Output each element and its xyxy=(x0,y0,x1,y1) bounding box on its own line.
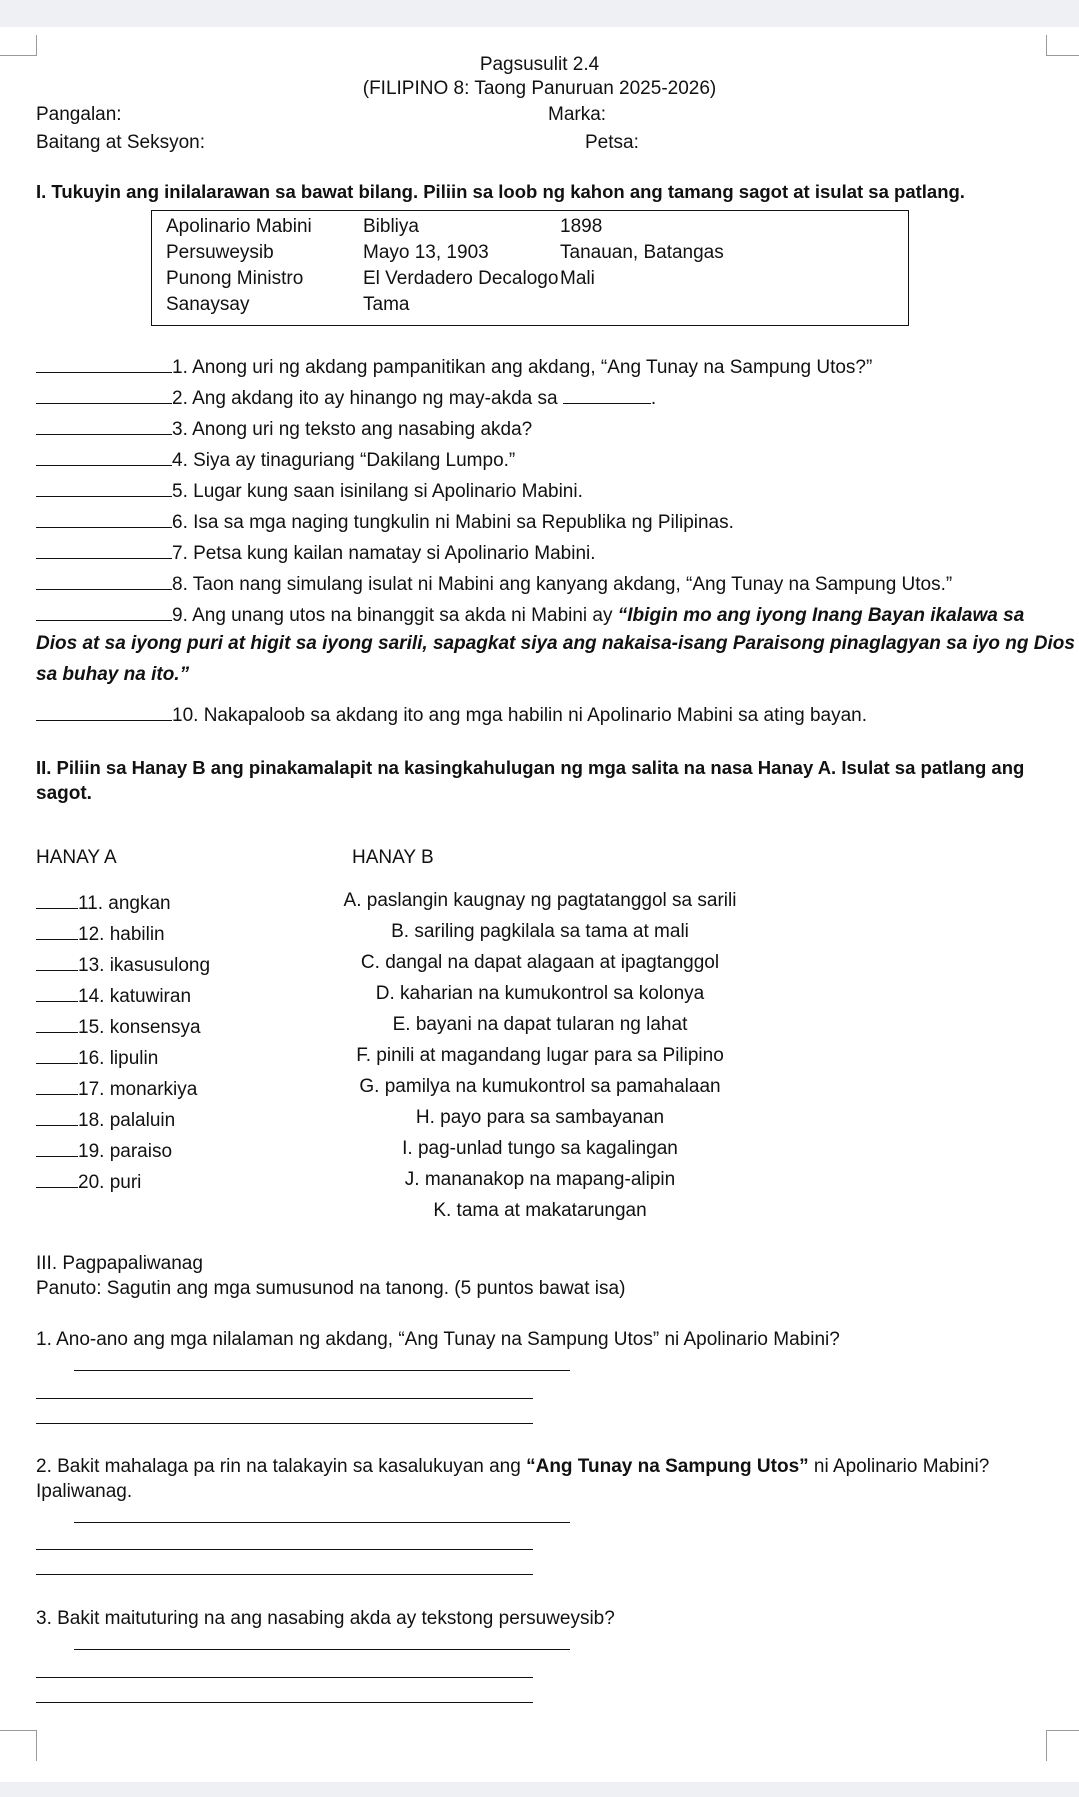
answer-line-q1-3[interactable] xyxy=(36,1423,533,1424)
hanay-b-item: H. payo para sa sambayanan xyxy=(415,1107,665,1128)
part3-instruction: Panuto: Sagutin ang mga sumusunod na tanong. (5 puntos bawat isa) xyxy=(36,1278,626,1299)
answer-line-q2-3[interactable] xyxy=(36,1574,533,1575)
question-2: 2. Bakit mahalaga pa rin na talakayin sa kasalukuyan ang “Ang Tunay na Sampung Utos” ni Apolinario Mabini? xyxy=(36,1456,990,1477)
choice-1-3: 1898 xyxy=(560,216,603,237)
item-9-quote-line-3: sa buhay na ito.” xyxy=(36,664,190,685)
match-blank-18[interactable] xyxy=(36,1107,78,1126)
choice-3-2: El Verdadero Decalogo xyxy=(363,268,559,289)
item-6: 6. Isa sa mga naging tungkulin ni Mabini sa Republika ng Pilipinas. xyxy=(36,509,734,534)
answer-line-q2-2[interactable] xyxy=(36,1549,533,1550)
hanay-b-item: I. pag-unlad tungo sa kagalingan xyxy=(402,1138,678,1159)
date-label: Petsa: xyxy=(585,132,639,153)
item-1: 1. Anong uri ng akdang pampanitikan ang akdang, “Ang Tunay na Sampung Utos?” xyxy=(36,354,872,379)
match-blank-16[interactable] xyxy=(36,1045,78,1064)
hanay-a-item: 14. katuwiran xyxy=(36,983,191,1008)
hanay-a-header: HANAY A xyxy=(36,847,117,868)
part3-title: III. Pagpapaliwanag xyxy=(36,1253,203,1274)
answer-blank-7[interactable] xyxy=(36,540,172,559)
choice-3-3: Mali xyxy=(560,268,595,289)
hanay-a-item: 16. lipulin xyxy=(36,1045,158,1070)
hanay-b-item: A. paslangin kaugnay ng pagtatanggol sa sarili xyxy=(343,890,737,911)
item-4: 4. Siya ay tinaguriang “Dakilang Lumpo.” xyxy=(36,447,515,472)
question-2-continuation: Ipaliwanag. xyxy=(36,1481,133,1502)
answer-line-q3-1[interactable] xyxy=(74,1649,570,1650)
hanay-a-item: 13. ikasusulong xyxy=(36,952,210,977)
hanay-b-item: J. mananakop na mapang-alipin xyxy=(404,1169,676,1190)
item-9: 9. Ang unang utos na binanggit sa akda ni Mabini ay “Ibigin mo ang iyong Inang Bayan ikalawa sa xyxy=(36,602,1024,627)
item-2: 2. Ang akdang ito ay hinango ng may-akda sa . xyxy=(36,385,656,410)
answer-blank-6[interactable] xyxy=(36,509,172,528)
corner-mark-bottom-right xyxy=(1046,1730,1079,1761)
choice-4-2: Tama xyxy=(363,294,410,315)
section-label: Baitang at Seksyon: xyxy=(36,132,205,153)
answer-blank-9[interactable] xyxy=(36,602,172,621)
hanay-b-item: K. tama at makatarungan xyxy=(433,1200,647,1221)
hanay-a-item: 15. konsensya xyxy=(36,1014,201,1039)
part2-instruction-line-1: II. Piliin sa Hanay B ang pinakamalapit na kasingkahulugan ng mga salita na nasa Hanay A. Isulat sa patlang ang xyxy=(36,757,1025,778)
match-blank-15[interactable] xyxy=(36,1014,78,1033)
hanay-b-item: C. dangal na dapat alagaan at ipagtanggol xyxy=(360,952,720,973)
question-3: 3. Bakit maituturing na ang nasabing akda ay tekstong persuweysib? xyxy=(36,1608,615,1629)
choice-4-1: Sanaysay xyxy=(166,294,250,315)
corner-mark-top-left xyxy=(0,35,37,56)
answer-blank-2[interactable] xyxy=(36,385,172,404)
hanay-a-item: 12. habilin xyxy=(36,921,165,946)
answer-line-q1-1[interactable] xyxy=(74,1370,570,1371)
answer-blank-1[interactable] xyxy=(36,354,172,373)
match-blank-14[interactable] xyxy=(36,983,78,1002)
choice-1-2: Bibliya xyxy=(363,216,419,237)
answer-line-q1-2[interactable] xyxy=(36,1398,533,1399)
item-9-quote-line-2: Dios at sa iyong puri at higit sa iyong sarili, sapagkat siya ang nakaisa-isang Paraisong pinaglagyan sa iyo ng Dios xyxy=(36,633,1075,654)
question-1: 1. Ano-ano ang mga nilalaman ng akdang, “Ang Tunay na Sampung Utos” ni Apolinario Mabini? xyxy=(36,1329,840,1350)
quiz-title: Pagsusulit 2.4 xyxy=(479,54,600,75)
score-label: Marka: xyxy=(548,104,607,125)
answer-line-q3-3[interactable] xyxy=(36,1702,533,1703)
answer-blank-3[interactable] xyxy=(36,416,172,435)
answer-line-q3-2[interactable] xyxy=(36,1677,533,1678)
inline-blank-2[interactable] xyxy=(563,385,651,404)
part2-instruction-line-2: sagot. xyxy=(36,783,92,804)
hanay-a-item: 11. angkan xyxy=(36,890,171,915)
item-5: 5. Lugar kung saan isinilang si Apolinario Mabini. xyxy=(36,478,583,503)
corner-mark-bottom-left xyxy=(0,1730,37,1761)
match-blank-17[interactable] xyxy=(36,1076,78,1095)
hanay-b-item: G. pamilya na kumukontrol sa pamahalaan xyxy=(359,1076,721,1097)
answer-blank-8[interactable] xyxy=(36,571,172,590)
choice-3-1: Punong Ministro xyxy=(166,268,304,289)
name-label: Pangalan: xyxy=(36,104,122,125)
hanay-a-item: 18. palaluin xyxy=(36,1107,175,1132)
hanay-a-item: 17. monarkiya xyxy=(36,1076,197,1101)
match-blank-20[interactable] xyxy=(36,1169,78,1188)
corner-mark-top-right xyxy=(1046,35,1079,56)
choice-2-2: Mayo 13, 1903 xyxy=(363,242,489,263)
hanay-b-header: HANAY B xyxy=(352,847,434,868)
choices-box xyxy=(151,210,909,326)
hanay-b-item: F. pinili at magandang lugar para sa Pilipino xyxy=(356,1045,724,1066)
item-8: 8. Taon nang simulang isulat ni Mabini ang kanyang akdang, “Ang Tunay na Sampung Utos.” xyxy=(36,571,952,596)
document-page xyxy=(0,27,1079,1782)
quiz-subtitle: (FILIPINO 8: Taong Panuruan 2025-2026) xyxy=(362,78,717,99)
choice-1-1: Apolinario Mabini xyxy=(166,216,312,237)
choice-2-3: Tanauan, Batangas xyxy=(560,242,724,263)
hanay-b-item: B. sariling pagkilala sa tama at mali xyxy=(391,921,689,942)
answer-blank-5[interactable] xyxy=(36,478,172,497)
hanay-a-item: 20. puri xyxy=(36,1169,141,1194)
hanay-b-item: E. bayani na dapat tularan ng lahat xyxy=(392,1014,688,1035)
hanay-a-item: 19. paraiso xyxy=(36,1138,172,1163)
match-blank-19[interactable] xyxy=(36,1138,78,1157)
choice-2-1: Persuweysib xyxy=(166,242,274,263)
item-10: 10. Nakapaloob sa akdang ito ang mga habilin ni Apolinario Mabini sa ating bayan. xyxy=(36,702,867,727)
answer-blank-10[interactable] xyxy=(36,702,172,721)
answer-line-q2-1[interactable] xyxy=(74,1522,570,1523)
hanay-b-item: D. kaharian na kumukontrol sa kolonya xyxy=(375,983,705,1004)
item-3: 3. Anong uri ng teksto ang nasabing akda? xyxy=(36,416,532,441)
match-blank-13[interactable] xyxy=(36,952,78,971)
part1-instruction: I. Tukuyin ang inilalarawan sa bawat bilang. Piliin sa loob ng kahon ang tamang sagot at isulat sa patlang. xyxy=(36,181,965,202)
answer-blank-4[interactable] xyxy=(36,447,172,466)
match-blank-11[interactable] xyxy=(36,890,78,909)
item-7: 7. Petsa kung kailan namatay si Apolinario Mabini. xyxy=(36,540,596,565)
match-blank-12[interactable] xyxy=(36,921,78,940)
